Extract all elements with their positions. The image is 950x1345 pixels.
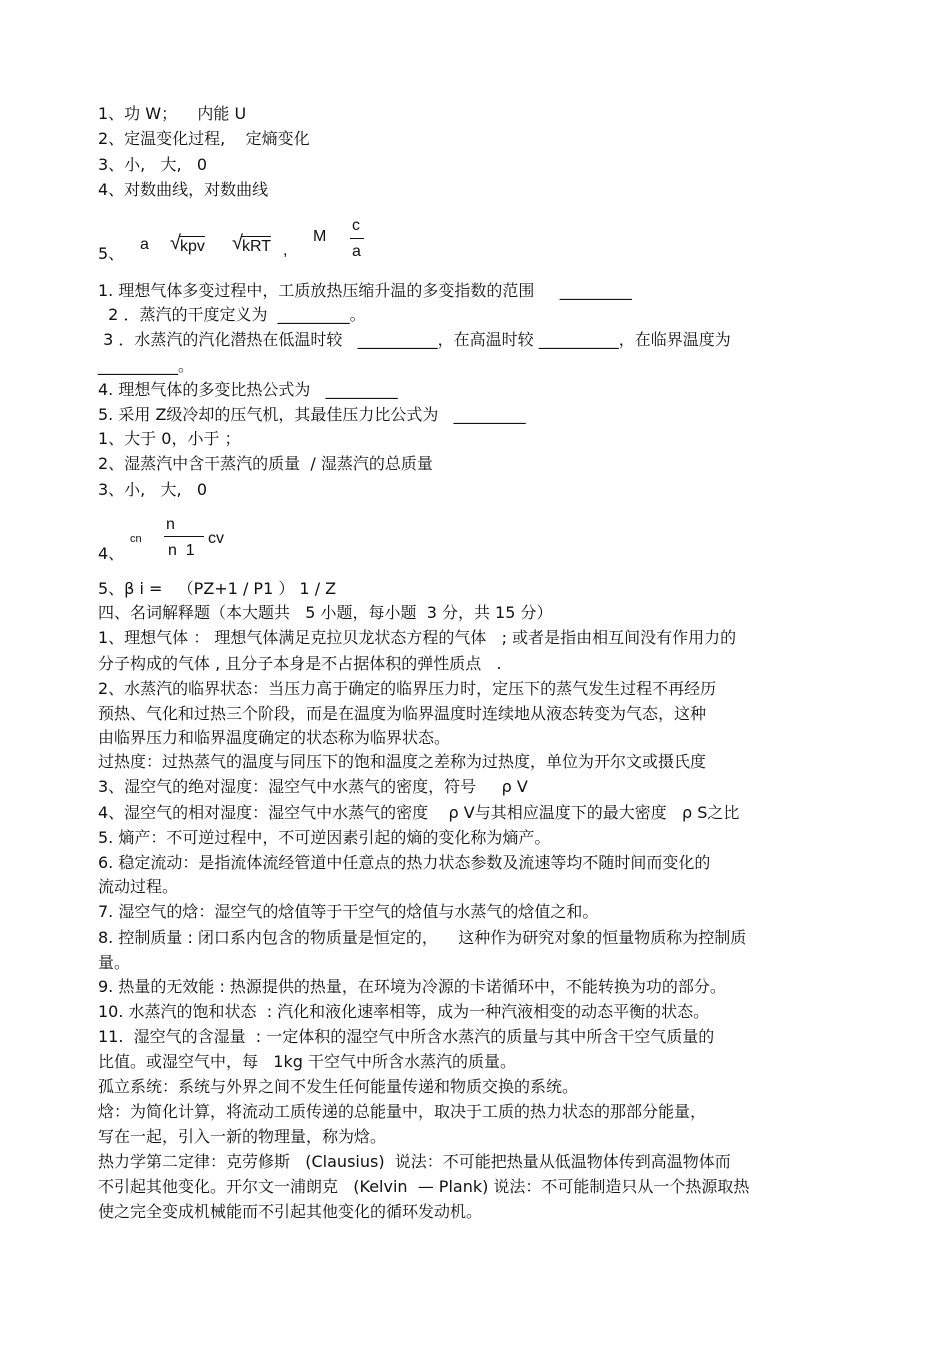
text-line: 2、水蒸汽的临界状态：当压力高于确定的临界压力时，定压下的蒸气发生过程不再经历 xyxy=(98,679,717,698)
formula-cn: cn xyxy=(130,533,142,545)
text-line: 焓：为简化计算，将流动工质传递的总能量中，取决于工质的热力状态的那部分能量， xyxy=(98,1102,707,1121)
question-3-continued: __________。 xyxy=(98,356,195,375)
formula-n-numerator: n xyxy=(166,516,175,533)
text-line: 11. 湿空气的含湿量 : 一定体积的湿空气中所含水蒸汽的质量与其中所含干空气质量的 xyxy=(98,1027,715,1046)
radical-icon: √ xyxy=(170,232,181,254)
formula-fraction-num: c xyxy=(352,217,360,234)
formula-n-denominator: n 1 xyxy=(168,542,195,559)
text-line: 分子构成的气体 , 且分子本身是不占据体积的弹性质点 . xyxy=(98,654,502,673)
radical-icon: √ xyxy=(232,232,243,254)
text-line: 预热、气化和过热三个阶段，而是在温度为临界温度时连续地从液态转变为气态，这种 xyxy=(98,704,707,723)
text-line: 1、理想气体 ： 理想气体满足克拉贝龙状态方程的气体 ; 或者是指由相互间没有作用力的 xyxy=(98,628,737,647)
text-line: 8. 控制质量 : 闭口系内包含的物质量是恒定的， 这种作为研究对象的恒量物质称为控制质 xyxy=(98,928,747,947)
text-line: 9. 热量的无效能 : 热源提供的热量，在环境为冷源的卡诺循环中，不能转换为功的部分。 xyxy=(98,977,726,996)
text-line: 写在一起，引入一新的物理量，称为焓。 xyxy=(98,1127,387,1146)
sqrt-krt-body: kRT xyxy=(242,238,272,255)
text-line: 过热度：过热蒸气的温度与同压下的饱和温度之差称为过热度，单位为开尔文或摄氏度 xyxy=(98,752,707,771)
answer-line-3: 3、小, 大, 0 xyxy=(98,155,208,174)
sqrt-kpv-body: kpv xyxy=(180,238,205,255)
answer-5-prefix: 5、 xyxy=(98,244,125,263)
question-1: 1. 理想气体多变过程中，工质放热压缩升温的多变指数的范围 _________ xyxy=(98,281,632,300)
fraction-bar xyxy=(164,536,204,537)
text-line: 由临界压力和临界温度确定的状态称为临界状态。 xyxy=(98,728,451,747)
text-line: 6. 稳定流动：是指流体流经管道中任意点的热力状态参数及流速等均不随时间而变化的 xyxy=(98,853,711,872)
answer-line-1: 1、功 W； 内能 U xyxy=(98,104,247,123)
text-line: 7. 湿空气的焓：湿空气的焓值等于干空气的焓值与水蒸气的焓值之和。 xyxy=(98,902,599,921)
question-5: 5. 采用 Z级冷却的压气机，其最佳压力比公式为 _________ xyxy=(98,405,526,424)
question-4: 4. 理想气体的多变比热公式为 _________ xyxy=(98,380,398,399)
answer2-4-prefix: 4、 xyxy=(98,544,125,563)
text-line: 使之完全变成机械能而不引起其他变化的循环发动机。 xyxy=(98,1202,483,1221)
text-line: 不引起其他变化。开尔文一浦朗克 (Kelvin — Plank) 说法：不可能制造只从一个热源取热 xyxy=(98,1177,750,1196)
text-line: 量。 xyxy=(98,953,131,972)
question-2: 2 ．蒸汽的干度定义为 _________。 xyxy=(98,305,366,324)
answer-line-4: 4、对数曲线，对数曲线 xyxy=(98,180,269,199)
fraction-bar xyxy=(350,238,364,239)
text-line: 比值。或湿空气中，每 1kg 干空气中所含水蒸汽的质量。 xyxy=(98,1052,516,1071)
text-line: 10. 水蒸汽的饱和状态 : 汽化和液化速率相等，成为一种汽液相变的动态平衡的状态。 xyxy=(98,1002,710,1021)
answer2-line-2: 2、湿蒸汽中含干蒸汽的质量 / 湿蒸汽的总质量 xyxy=(98,454,433,473)
answer2-line-5: 5、β i = （PZ+1 / P1 ） 1 / Z xyxy=(98,579,337,598)
section-heading: 四、名词解释题（本大题共 5 小题，每小题 3 分，共 15 分） xyxy=(98,603,553,622)
formula-cv: cv xyxy=(208,530,224,547)
answer2-line-1: 1、大于 0，小于 ； xyxy=(98,429,241,448)
question-3: 3 ．水蒸汽的汽化潜热在低温时较 __________，在高温时较 __________，在临界温度为 xyxy=(98,330,731,349)
answer-line-2: 2、定温变化过程, 定熵变化 xyxy=(98,129,310,148)
text-line: 热力学第二定律：克劳修斯 (Clausius) 说法：不可能把热量从低温物体传到高温物体而 xyxy=(98,1152,731,1171)
text-line: 4、湿空气的相对湿度：湿空气中水蒸气的密度 ρ V与其相应温度下的最大密度 ρ S之比 xyxy=(98,803,740,822)
formula-fraction-den: a xyxy=(352,243,361,260)
formula-a: a xyxy=(140,236,149,253)
text-line: 5. 熵产：不可逆过程中，不可逆因素引起的熵的变化称为熵产。 xyxy=(98,828,551,847)
answer2-line-3: 3、小, 大, 0 xyxy=(98,480,208,499)
formula-m: M xyxy=(313,228,327,245)
text-line: 流动过程。 xyxy=(98,877,179,896)
text-line: 孤立系统：系统与外界之间不发生任何能量传递和物质交换的系统。 xyxy=(98,1077,579,1096)
formula-comma: , xyxy=(283,242,288,259)
text-line: 3、湿空气的绝对湿度：湿空气中水蒸气的密度，符号 ρ V xyxy=(98,777,528,796)
